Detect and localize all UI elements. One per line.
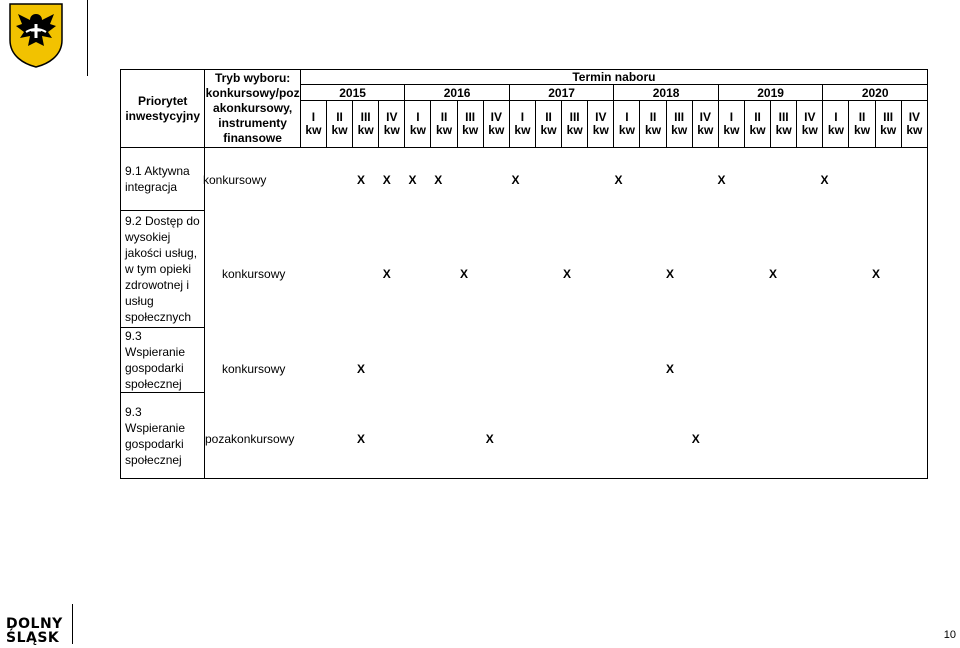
header-divider — [87, 0, 88, 76]
quarter-header — [718, 101, 744, 148]
quarter-suffix: kw — [775, 123, 792, 137]
row-mode-label: pozakonkursowy — [205, 432, 295, 446]
quarter-suffix: kw — [827, 123, 844, 137]
selection-mark: X — [357, 432, 366, 446]
quarter-number: I — [834, 110, 838, 124]
quarter-number: II — [649, 110, 657, 124]
year-header: 2019 — [718, 85, 823, 101]
quarter-suffix: kw — [357, 123, 374, 137]
quarter-header — [849, 101, 875, 148]
quarter-number: I — [311, 110, 316, 124]
quarter-header — [666, 101, 692, 148]
quarter-number: II — [545, 110, 552, 124]
selection-mark: X — [408, 173, 417, 187]
quarter-number: IV — [699, 110, 711, 124]
quarter-number: I — [625, 110, 629, 124]
term-header: Termin naboru — [300, 70, 927, 85]
quarter-suffix: kw — [514, 123, 531, 137]
quarter-suffix: kw — [383, 123, 400, 137]
quarter-header — [744, 101, 770, 148]
quarter-number: III — [778, 110, 789, 124]
selection-mark: X — [434, 173, 443, 187]
quarter-header — [353, 101, 379, 148]
page-number: 10 — [943, 629, 956, 641]
quarter-header — [300, 101, 326, 148]
year-header: 2015 — [300, 85, 405, 101]
quarter-suffix: kw — [723, 123, 740, 137]
quarter-header — [588, 101, 614, 148]
priority-header: Priorytet inwestycyjny — [121, 70, 205, 148]
quarter-header — [483, 101, 509, 148]
quarter-number: I — [729, 110, 734, 124]
quarter-suffix: kw — [749, 123, 766, 137]
quarter-header — [692, 101, 718, 148]
quarter-header — [326, 101, 352, 148]
selection-mark: X — [691, 432, 700, 446]
quarter-suffix: kw — [566, 123, 583, 137]
quarter-suffix: kw — [671, 123, 688, 137]
selection-mark: X — [666, 267, 675, 281]
footer-divider — [72, 604, 73, 644]
quarter-suffix: kw — [618, 123, 635, 137]
logo-line-1: DOLNY — [6, 616, 63, 632]
selection-mark: X — [460, 267, 469, 281]
quarter-header — [509, 101, 535, 148]
quarter-header — [771, 101, 797, 148]
selection-mark: X — [872, 267, 881, 281]
quarter-header — [901, 101, 927, 148]
priority-9-2-label: 9.2 Dostęp do wysokiej jakości usług, w tym opieki zdrowotnej i usług społecznych — [121, 211, 205, 328]
quarter-suffix: kw — [331, 123, 348, 137]
quarter-number: IV — [908, 110, 921, 124]
selection-mark: X — [382, 267, 391, 281]
quarter-suffix: kw — [409, 123, 426, 137]
priority-9-3-label: 9.3 Wspieranie gospodarki społecznej — [121, 328, 205, 393]
quarter-number: I — [416, 110, 420, 124]
quarter-number: I — [520, 110, 525, 124]
selection-mark: X — [717, 173, 726, 187]
quarter-number: IV — [804, 110, 816, 124]
quarter-number: IV — [386, 110, 398, 124]
quarter-number: III — [883, 110, 894, 124]
selection-mark: X — [357, 362, 366, 376]
priority-9-3b-label: 9.3 Wspieranie gospodarki społecznej — [121, 393, 205, 479]
priority-9-1-label: 9.1 Aktywna integracja — [121, 148, 205, 211]
row-mode-label: konkursowy — [203, 173, 267, 187]
row-mode-label: konkursowy — [222, 362, 286, 376]
quarter-header — [640, 101, 666, 148]
year-header: 2016 — [405, 85, 510, 101]
selection-mark: X — [769, 267, 778, 281]
dolny-slask-logo — [6, 617, 62, 645]
quarter-header — [614, 101, 640, 148]
quarter-suffix: kw — [880, 123, 897, 137]
quarter-suffix: kw — [462, 123, 479, 137]
quarter-number: III — [465, 110, 476, 124]
quarter-header — [379, 101, 405, 148]
year-header: 2020 — [823, 85, 928, 101]
quarter-header — [535, 101, 561, 148]
selection-mark: X — [820, 173, 829, 187]
quarter-suffix: kw — [645, 123, 662, 137]
quarter-number: III — [360, 110, 371, 124]
quarter-header — [562, 101, 588, 148]
quarter-number: III — [569, 110, 580, 124]
quarter-suffix: kw — [697, 123, 714, 137]
coat-of-arms-logo — [8, 2, 64, 68]
mode-header: Tryb wyboru: konkursowy/poz akonkursowy, instrumenty finansowe — [205, 70, 300, 148]
quarter-header — [431, 101, 457, 148]
quarter-suffix: kw — [854, 123, 871, 137]
quarter-header — [457, 101, 483, 148]
quarter-number: II — [858, 110, 866, 124]
quarter-suffix: kw — [906, 123, 923, 137]
quarter-suffix: kw — [540, 123, 557, 137]
quarter-header — [823, 101, 849, 148]
row-mode-label: konkursowy — [222, 267, 286, 281]
quarter-number: II — [336, 110, 343, 124]
quarter-suffix: kw — [436, 123, 453, 137]
quarter-number: IV — [595, 110, 607, 124]
quarter-header — [875, 101, 901, 148]
quarter-number: IV — [490, 110, 502, 124]
selection-mark: X — [614, 173, 623, 187]
quarter-header — [797, 101, 823, 148]
logo-line-2: ŚLĄSK — [6, 630, 60, 646]
quarter-number: III — [674, 110, 685, 124]
quarter-number: II — [754, 110, 761, 124]
year-header: 2017 — [509, 85, 614, 101]
selection-mark: X — [666, 362, 675, 376]
quarter-suffix: kw — [305, 123, 322, 137]
selection-mark: X — [382, 173, 391, 187]
year-header: 2018 — [614, 85, 719, 101]
selection-mark: X — [357, 173, 366, 187]
quarter-suffix: kw — [592, 123, 609, 137]
selection-mark: X — [563, 267, 572, 281]
quarter-number: II — [440, 110, 448, 124]
quarter-suffix: kw — [801, 123, 818, 137]
quarter-suffix: kw — [488, 123, 505, 137]
selection-mark: X — [511, 173, 520, 187]
selection-mark: X — [485, 432, 494, 446]
quarter-header — [405, 101, 431, 148]
